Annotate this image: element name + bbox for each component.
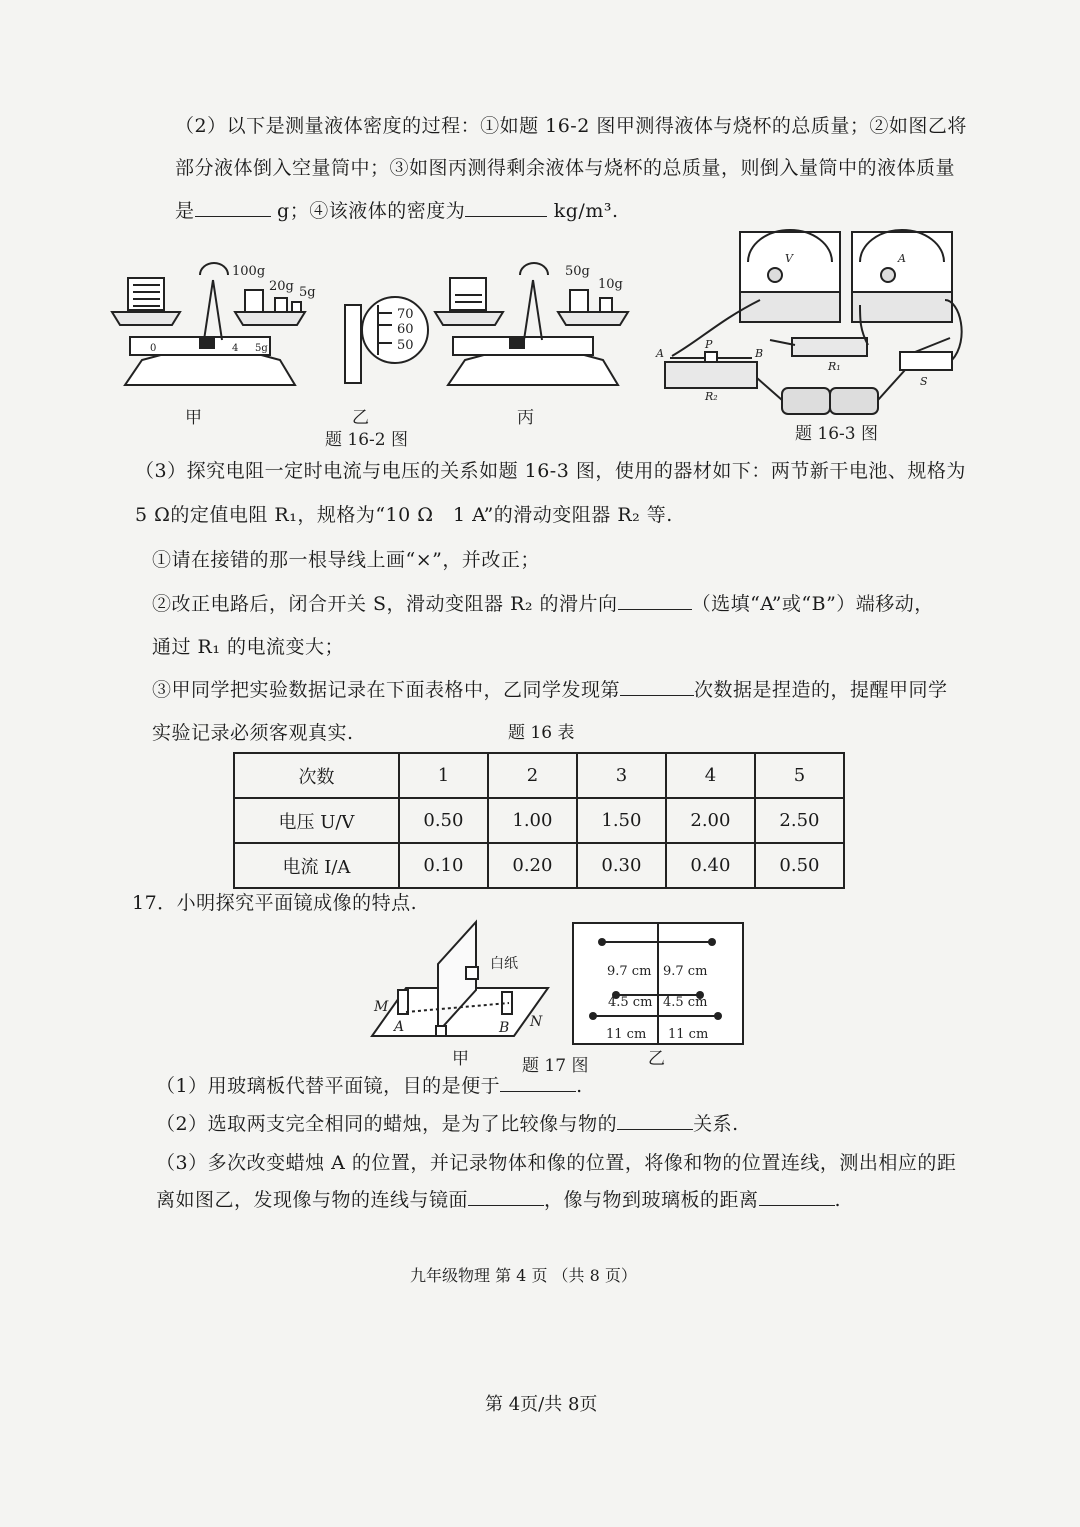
weight-100g: 100g (232, 264, 266, 279)
cyl-mark-70: 70 (397, 307, 414, 322)
table-cell: 0.40 (666, 843, 755, 888)
q16-2-line3-start: 是 (175, 200, 195, 222)
table-cell: 0.50 (399, 798, 488, 843)
q17-line4-end: . (834, 1189, 842, 1211)
circuit-label-P: P (705, 338, 713, 351)
table-cell: 2.00 (666, 798, 755, 843)
scale-0: 0 (150, 343, 157, 354)
q16-3-line6-start: ③甲同学把实验数据记录在下面表格中，乙同学发现第 (152, 679, 621, 701)
q16-3-line6-end: 次数据是捏造的，提醒甲同学 (694, 679, 948, 701)
meter-a-label: A (898, 252, 906, 265)
table-cell: 电流 I/A (234, 843, 399, 888)
q17-line2 (156, 1111, 739, 1137)
label-B: B (499, 1020, 510, 1036)
glass-purpose-blank[interactable] (500, 1073, 576, 1092)
table-cell: 2 (488, 753, 577, 798)
table-cell: 1 (399, 753, 488, 798)
table-cell: 2.50 (755, 798, 844, 843)
weight-10g: 10g (598, 277, 623, 292)
q16-3-line3: ①请在接错的那一根导线上画“×”，并改正； (152, 549, 540, 571)
table-cell: 0.20 (488, 843, 577, 888)
circuit-label-A: A (656, 347, 664, 360)
q16-3-line7: 实验记录必须客观真实. (152, 722, 354, 744)
q17-line2-end: 关系. (693, 1113, 739, 1135)
circuit-label-S: S (920, 375, 928, 388)
page-counter: 第 4页/共 8页 (485, 1394, 598, 1415)
fig-16-2-caption: 题 16-2 图 (325, 430, 408, 450)
fig-label-yi: 乙 (352, 408, 369, 428)
table-caption: 题 16 表 (508, 723, 575, 743)
compare-relation-blank[interactable] (617, 1111, 693, 1130)
q16-2-line3-mid: g；④该液体的密度为 (270, 200, 466, 222)
cyl-mark-50: 50 (397, 338, 414, 353)
dist-9.7-left: 9.7 cm (607, 964, 652, 979)
fig17-caption: 题 17 图 (522, 1056, 589, 1076)
q17-title: 17．小明探究平面镜成像的特点. (132, 892, 418, 914)
table-cell: 3 (577, 753, 666, 798)
scale-5g: 5g (255, 343, 268, 354)
circuit-label-R2: R₂ (705, 390, 718, 403)
q16-2-line1: （2）以下是测量液体密度的过程：①如题 16-2 图甲测得液体与烧杯的总质量；②如图乙将 (175, 115, 967, 137)
fig-16-3-caption: 题 16-3 图 (795, 424, 878, 444)
circuit-label-R1: R₁ (828, 360, 841, 373)
dist-4.5-left: 4.5 cm (608, 995, 653, 1010)
scale-4: 4 (232, 343, 239, 354)
dist-4.5-right: 4.5 cm (663, 995, 708, 1010)
q16-2-line3-end: kg/m³. (547, 200, 619, 222)
table-cell: 5 (755, 753, 844, 798)
weight-50g: 50g (565, 264, 590, 279)
q16-3-line5: 通过 R₁ 的电流变大； (152, 636, 345, 658)
fig-label-jia: 甲 (185, 408, 202, 428)
table-cell: 0.30 (577, 843, 666, 888)
q17-line4-mid: ，像与物到玻璃板的距离 (544, 1189, 759, 1211)
meter-v-label: V (785, 252, 793, 265)
cyl-mark-60: 60 (397, 322, 414, 337)
label-N: N (530, 1014, 543, 1030)
q17-line4 (156, 1187, 841, 1213)
table-cell: 4 (666, 753, 755, 798)
q17-line1-end: . (576, 1075, 583, 1097)
weight-20g: 20g (269, 279, 294, 294)
label-white-paper: 白纸 (490, 956, 518, 972)
q16-3-line2: 5 Ω的定值电阻 R₁，规格为“10 Ω 1 A”的滑动变阻器 R₂ 等. (135, 504, 673, 526)
table-cell: 1.00 (488, 798, 577, 843)
page-footer: 九年级物理 第 4 页 （共 8 页） (410, 1266, 637, 1285)
q17-line1-start: （1）用玻璃板代替平面镜，目的是便于 (156, 1075, 501, 1097)
table-cell: 电压 U/V (234, 798, 399, 843)
dist-9.7-right: 9.7 cm (663, 964, 708, 979)
dist-11-left: 11 cm (606, 1027, 647, 1042)
table-cell: 次数 (234, 753, 399, 798)
fig-label-bing: 丙 (517, 408, 534, 428)
q16-3-line4-start: ②改正电路后，闭合开关 S，滑动变阻器 R₂ 的滑片向 (152, 593, 618, 615)
label-M: M (374, 999, 389, 1015)
dist-11-right: 11 cm (668, 1027, 709, 1042)
line-mirror-relation-blank[interactable] (468, 1187, 544, 1206)
label-A: A (394, 1019, 405, 1035)
q17-line4-start: 离如图乙，发现像与物的连线与镜面 (156, 1189, 469, 1211)
q16-3-line1: （3）探究电阻一定时电流与电压的关系如题 16-3 图，使用的器材如下：两节新干电池、规格为 (135, 460, 966, 482)
q17-line3: （3）多次改变蜡烛 A 的位置，并记录物体和像的位置，将像和物的位置连线，测出相应的距 (156, 1152, 957, 1174)
q16-3-line4-end: （选填“A”或“B”）端移动， (691, 593, 934, 615)
q17-line2-start: （2）选取两支完全相同的蜡烛，是为了比较像与物的 (156, 1113, 618, 1135)
table-cell: 0.50 (755, 843, 844, 888)
distance-relation-blank[interactable] (759, 1187, 835, 1206)
q16-2-line2: 部分液体倒入空量筒中；③如图丙测得剩余液体与烧杯的总质量，则倒入量筒中的液体质量 (175, 157, 956, 179)
table-cell: 0.10 (399, 843, 488, 888)
fig17-label-yi: 乙 (648, 1049, 665, 1069)
table-cell: 1.50 (577, 798, 666, 843)
weight-5g: 5g (299, 285, 316, 300)
fig17-label-jia: 甲 (452, 1049, 469, 1069)
circuit-label-B: B (755, 347, 764, 360)
q17-line1 (156, 1073, 583, 1099)
